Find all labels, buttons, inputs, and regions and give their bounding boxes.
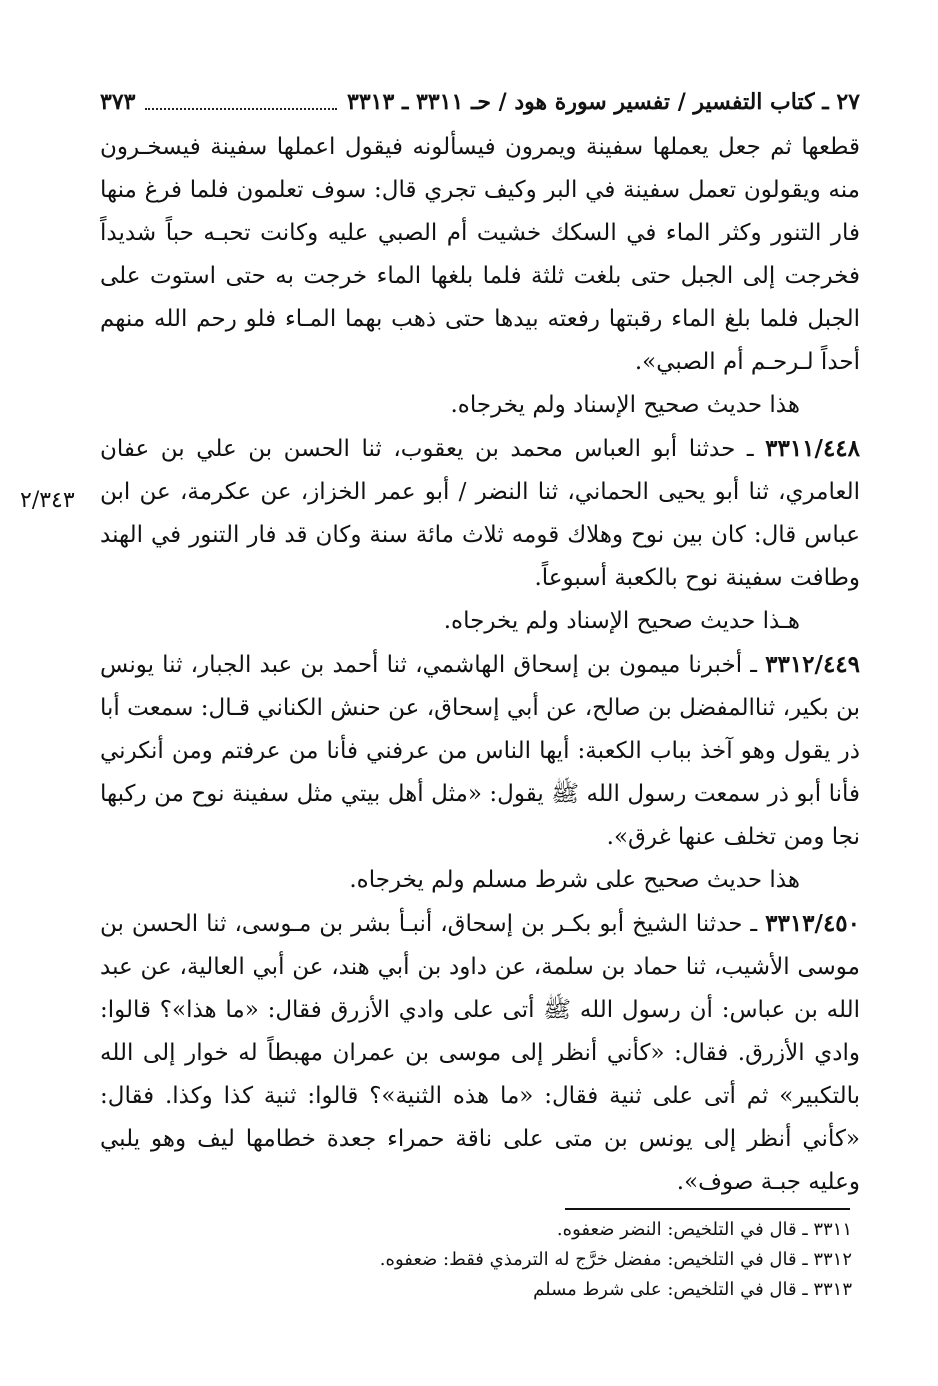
main-text	[100, 126, 860, 1204]
paragraph-hadith-450	[100, 902, 860, 1204]
paragraph-text: هذا حديث صحيح الإسناد ولم يخرجاه.	[450, 392, 800, 418]
footnote-item: ٣٣١٢ ـ قال في التلخيص: مفضل خرَّج له الترمذي فقط: ضعفوه.	[379, 1249, 852, 1270]
paragraph-hadith-448	[100, 427, 860, 600]
paragraph-grading	[100, 600, 860, 643]
footnote-item: ٣٣١٣ ـ قال في التلخيص: على شرط مسلم	[533, 1279, 852, 1300]
header-title: ٢٧ ـ كتاب التفسير / تفسير سورة هود / حـ ٣٣١١ ـ ٣٣١٣	[347, 89, 860, 115]
paragraph-text: ـ حدثنا الشيخ أبو بكـر بن إسحاق، أنبـأ بشر بن مـوسى، ثنا الحسن بن موسى الأشيب، ثنا حماد بن سلمة، عن داود بن أبي هند، عن أبي العالية، عن عبد الله بن عباس: أن رسول الله ﷺ أتى على وادي الأزرق فقال: «ما هذا»؟ قالوا: وادي الأزرق. فقال: «كأني أنظر إلى موسى بن عمران مهبطاً له خوار إلى الله بالتكبير» ثم أتى على ثنية فقال: «ما هذه الثنية»؟ قالوا: ثنية كذا وكذا. فقال: «كأني أنظر إلى يونس بن متى على ناقة حمراء جعدة خطامها ليف وهو يلبي وعليه جبـة صوف».	[100, 911, 860, 1195]
running-header	[100, 82, 860, 122]
paragraph-text: ـ أخبرنا ميمون بن إسحاق الهاشمي، ثنا أحمد بن عبد الجبار، ثنا يونس بن بكير، ثناالمفضل بن صالح، عن أبي إسحاق، عن حنش الكناني قـال: سمعت أبا ذر يقول وهو آخذ بباب الكعبة: أيها الناس من عرفني فأنا من عرفتم ومن أنكرني فأنا أبو ذر سمعت رسول الله ﷺ يقول: «مثل أهل بيتي مثل سفينة نوح من ركبها نجا ومن تخلف عنها غرق».	[100, 652, 860, 850]
margin-reference: ٢/٣٤٣	[20, 488, 75, 513]
paragraph-continuation	[100, 126, 860, 384]
footnote-separator	[565, 1208, 850, 1210]
hadith-number: ٣٣١١/٤٤٨	[765, 435, 860, 462]
hadith-number: ٣٣١٣/٤٥٠	[765, 910, 860, 937]
page-number: ٣٧٣	[100, 89, 136, 115]
hadith-number: ٣٣١٢/٤٤٩	[765, 651, 860, 678]
paragraph-text: هذا حديث صحيح على شرط مسلم ولم يخرجاه.	[349, 867, 800, 893]
paragraph-text: هـذا حديث صحيح الإسناد ولم يخرجاه.	[443, 608, 800, 634]
footnotes	[100, 1215, 852, 1305]
paragraph-text: ـ حدثنا أبو العباس محمد بن يعقوب، ثنا الحسن بن علي بن عفان العامري، ثنا أبو يحيى الحماني، ثنا النضر / أبو عمر الخزاز، عن عكرمة، عن ابن عباس قال: كان بين نوح وهلاك قومه ثلاث مائة سنة وكان قد فار التنور في الهند وطافت سفينة نوح بالكعبة أسبوعاً.	[100, 436, 861, 591]
footnote-item: ٣٣١١ ـ قال في التلخيص: النضر ضعفوه.	[556, 1219, 852, 1240]
paragraph-hadith-449	[100, 643, 860, 859]
paragraph-grading	[100, 384, 860, 427]
paragraph-text: قطعها ثم جعل يعملها سفينة ويمرون فيسألونه فيقول اعملها سفينة فيسخـرون منه ويقولون تعمل سفينة في البر وكيف تجري قال: سوف تعلمون فلما فرغ منها فار التنور وكثر الماء في السكك خشيت أم الصبي عليه وكانت تحبـه حباً شديداً فخرجت إلى الجبل حتى بلغت ثلثة فلما بلغها الماء خرجت به حتى استوت على الجبل فلما بلغ الماء رقبتها رفعته بيدها حتى ذهب بهما المـاء فلو رحم الله منهم أحداً لـرحـم أم الصبي».	[100, 134, 860, 375]
header-dot-leader	[145, 94, 337, 110]
paragraph-grading	[100, 859, 860, 902]
